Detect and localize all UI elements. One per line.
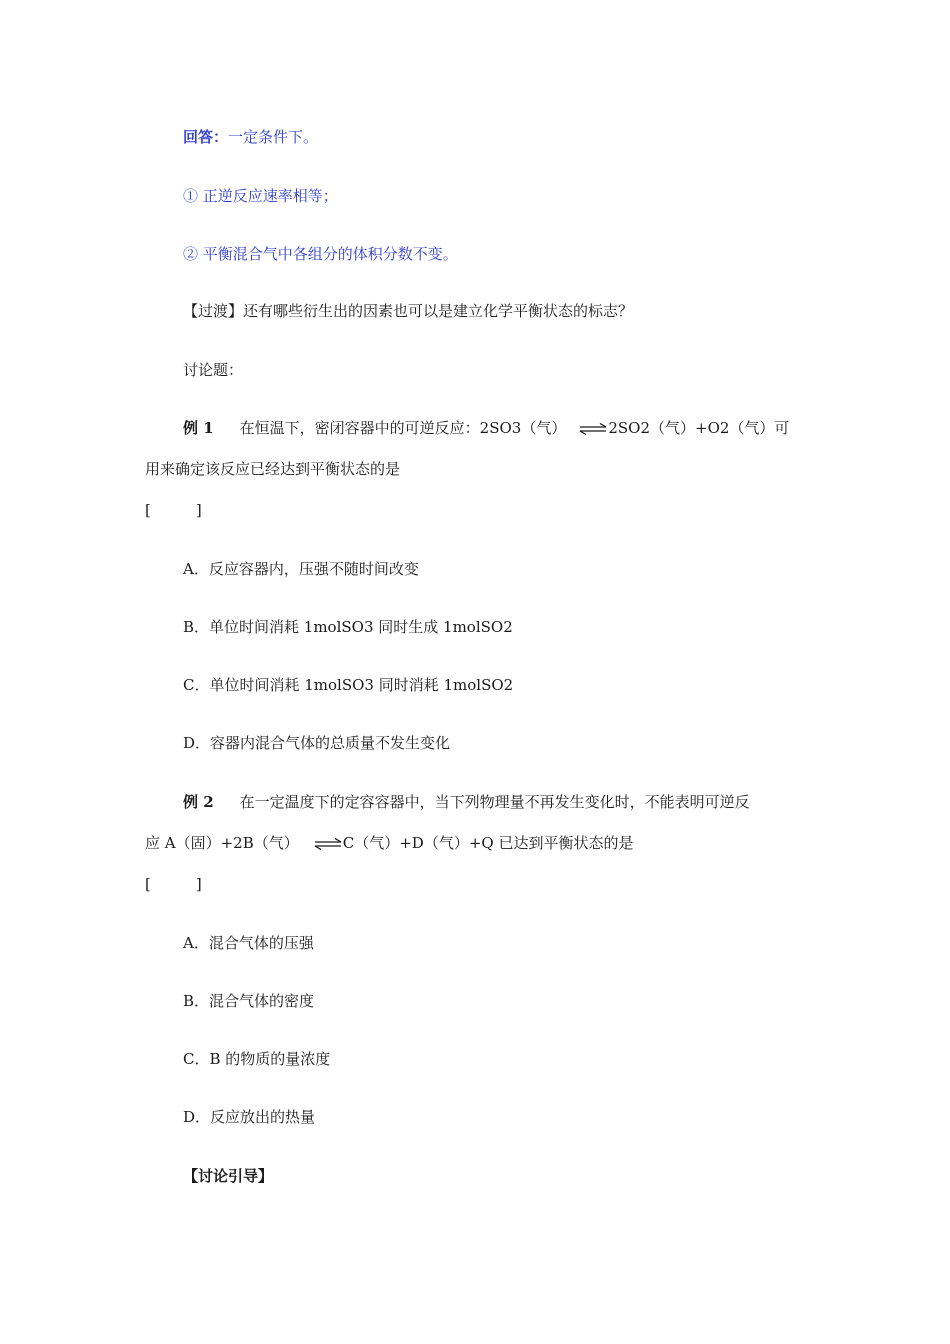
discussion-title: 讨论题： xyxy=(183,361,244,379)
answer-point-2: ② 平衡混合气中各组分的体积分数不变。 xyxy=(183,245,458,263)
equilibrium-arrow-icon xyxy=(579,423,607,435)
answer-label: 回答： xyxy=(183,128,229,146)
example1-answer-bracket: [ ] xyxy=(145,501,202,519)
example1-stem-a: 在恒温下，密闭容器中的可逆反应：2SO3（气） xyxy=(239,419,567,437)
transition-paragraph: 【过渡】还有哪些衍生出的因素也可以是建立化学平衡状态的标志？ xyxy=(183,302,634,320)
example1-option-a: A．反应容器内，压强不随时间改变 xyxy=(183,560,419,578)
example2-stem-line2 xyxy=(145,833,633,853)
example1-stem-b: 2SO2（气）+O2（气）可 xyxy=(608,419,790,437)
example2-answer-bracket: [ ] xyxy=(145,875,202,893)
example1-option-c: C．单位时间消耗 1molSO3 同时消耗 1molSO2 xyxy=(183,676,514,694)
example2-stem-b: C（气）+D（气）+Q 已达到平衡状态的是 xyxy=(342,834,634,852)
example1-stem-line1 xyxy=(183,418,789,438)
example1-option-b: B．单位时间消耗 1molSO3 同时生成 1molSO2 xyxy=(183,618,513,636)
example1-label: 例 1 xyxy=(183,419,214,437)
discussion-guide-heading: 【讨论引导】 xyxy=(183,1167,274,1185)
example2-option-d: D．反应放出的热量 xyxy=(183,1108,316,1126)
example1-option-d: D．容器内混合气体的总质量不发生变化 xyxy=(183,734,451,752)
example2-option-b: B．混合气体的密度 xyxy=(183,992,315,1010)
example2-label: 例 2 xyxy=(183,793,214,811)
example2-option-c: C．B 的物质的量浓度 xyxy=(183,1050,331,1068)
example2-stem-line1-text: 在一定温度下的定容容器中，当下列物理量不再发生变化时，不能表明可逆反 xyxy=(239,793,750,811)
example2-stem-line1 xyxy=(183,792,750,812)
answer-line xyxy=(183,127,318,147)
answer-point-1: ① 正逆反应速率相等； xyxy=(183,187,338,205)
example2-option-a: A．混合气体的压强 xyxy=(183,934,314,952)
equilibrium-arrow-icon xyxy=(314,838,342,850)
example2-stem-a: 应 A（固）+2B（气） xyxy=(145,834,299,852)
example1-stem-line2: 用来确定该反应已经达到平衡状态的是 xyxy=(145,460,401,478)
answer-text: 一定条件下。 xyxy=(228,128,319,146)
